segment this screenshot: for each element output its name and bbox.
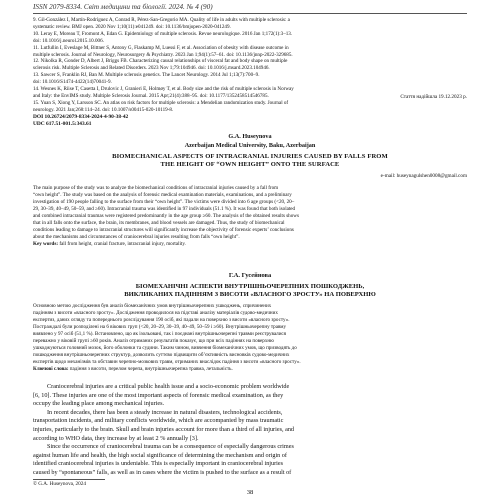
abstract-line: переважно у віковій групі ≥60 років. Аналіз отриманих результатів показує, що при всіх падіннях на поверхню: [33, 338, 274, 344]
article-body: [33, 383, 469, 478]
abstract-line: виявлено у 97 осіб (51,1 %). Встановлено, що як ізольовані, так і поєднані внутрішньочерепні травми реєструвалися: [33, 331, 287, 337]
abstract-en: [33, 185, 469, 248]
page-number: 38: [246, 489, 254, 496]
keywords-label: Ключові слова:: [33, 366, 69, 372]
abstract-line: investigation of 190 people falling to the surface from their “own height”. The victims were divided into 6 age groups (<20, 20–: [33, 199, 295, 205]
abstract-line: ушкоджуються головний мозок, його оболонки та судини. Таким чином, вивчення біомеханічних умов, що призводять до: [33, 345, 297, 351]
keywords-label: Key words:: [33, 241, 59, 247]
body-line: [6, 10]. These injuries are one of the most important aspects of forensic medical examination, as they: [33, 391, 284, 399]
abstract-line: Постраждалі були розподілені на 6 вікових груп (<20, 20–29, 30–39, 40–49, 50–59 і ≥60). Внутрішньочерепну травму: [33, 324, 287, 330]
abstract-line: The main purpose of the study was to analyze the biomechanical conditions of intracranial injuries caused by a fall from: [33, 185, 279, 191]
body-line: against human life and health, the high social significance of determining the mechanism and origin of: [33, 451, 287, 459]
author-affiliation-en: Azerbaijan Medical University, Baku, Azerbaijan: [184, 142, 316, 149]
abstract-line: експертів щодо механізмів та обставин черепно-мозкових травм, отриманих внаслідок падіння з висоти «власного зросту».: [33, 359, 301, 365]
title-line: BIOMECHANICAL ASPECTS OF INTRACRANIAL INJURIES CAUSED BY FALLS FROM: [112, 153, 388, 160]
body-line: transportation incidents, and military conflicts worldwide, which are accompanied by mass traumatic: [33, 417, 284, 425]
body-line: caused by “spontaneous” falls, as well as in cases where the victim is pushed to the surface as a result of: [33, 468, 292, 476]
article-title-ua: [55, 283, 445, 300]
reference-line: 11. Lutfullin I, Eveslage M, Bittner S, Antony G, Flaskamp M, Luessi F, et al. Association of obesity with disease outcome in: [33, 44, 289, 51]
running-header: ISSN 2079-8334. Світ медицини та біології. 2024. № 4 (90): [33, 3, 213, 11]
article-title-en: [55, 153, 445, 170]
title-line: БІОМЕХАНІЧНІ АСПЕКТИ ВНУТРІШНЬОЧЕРЕПНИХ ПОШКОДЖЕНЬ,: [135, 283, 365, 290]
body-line: Craniocerebral injuries are a critical public health issue and a socio-economic problem worldwide: [47, 383, 290, 390]
reference-line: sclerosis risk. Multiple Sclerosis and Related Disorders. 2023 Nov 1;79:104946. doi: 10.1016/j.msard.2023.104946.: [33, 65, 270, 72]
title-line: ВИКЛИКАНИХ ПАДІННЯМ З ВИСОТИ «ВЛАСНОГО ЗРОСТУ» НА ПОВЕРХНЮ: [124, 291, 376, 299]
reference-line: doi: 10.1016/j.neurol.2015.10.006.: [33, 37, 104, 44]
header-rule: [33, 13, 467, 14]
abstract-line: that in all falls onto the surface, the brain, its membranes, and blood vessels are damaged. Thus, the study of biomechanical: [33, 220, 285, 226]
body-line: In recent decades, there has been a steady increase in natural disasters, technological accidents,: [47, 408, 283, 416]
title-line: THE HEIGHT OF “OWN HEIGHT” ONTO THE SURFACE: [160, 161, 340, 169]
keywords-ua: [33, 366, 469, 373]
abstract-line: пошкодження внутрішньочерепних структур, дозволить суттєво підвищити об’єктивність висновків судово-медичних: [33, 352, 290, 358]
footnote-rule: [33, 479, 105, 480]
keywords-en: [33, 241, 469, 248]
body-line: according to WHO data, they increase by at least 2 % annually [3].: [33, 434, 199, 442]
keywords-text: fall from height, cranial fracture, intracranial injury, mortality.: [58, 241, 186, 247]
reference-line: 15. Yuan S, Xiong Y, Larsson SC. An atlas on risk factors for multiple sclerosis: a Mendelian randomization study. Journal of: [33, 99, 289, 106]
author-name-en: G.A. Huseynova: [228, 133, 272, 140]
abstract-line: 29, 30–39, 40–49, 50–59, and ≥60). Intracranial trauma was identified in 97 individuals (51.1 %). It was found that both isolated: [33, 206, 296, 212]
abstract-line: Основною метою дослідження був аналіз біомеханічних умов внутрішньочерепних ушкоджень, спричинених: [33, 303, 272, 309]
keywords-text: падіння з висоти, перелом черепа, внутрішньочерепна травма, летальність.: [68, 366, 233, 372]
author-name-ua: Г.А. Гусейнова: [228, 272, 272, 279]
reference-line: 9. Gil-González I, Martín-Rodríguez A, Conrad R, Pérez-San-Gregorio MÁ. Quality of life in adults with multiple sclerosis: a: [33, 17, 290, 23]
reference-line: neurology. 2021 Jan;268:114–24. doi: 10.1007/s00415-020-10119-8.: [33, 106, 174, 113]
doi-link[interactable]: DOI 10.26724/2079-8334-2024-4-90-38-42: [33, 114, 129, 120]
reference-line: 14. Wesnes K, Riise T, Casetta I, Drulovic J, Granieri E, Holmøy T, et al. Body size and the risk of multiple sclerosis in Norway: [33, 86, 294, 93]
body-line: identified craniocerebral injuries is undeniable. This is especially important in craniocerebral injuries: [33, 460, 284, 468]
reference-line: and Italy: the EnvIMS study. Multiple Sclerosis Journal. 2015 Apr;21(4):388–95. doi: 10.1177/1352458514546785.: [33, 92, 269, 99]
copyright-notice: © G.A. Huseynova, 2024: [33, 481, 86, 487]
author-email[interactable]: e-mail: huseynagulshen0008@gmail.com: [380, 173, 467, 179]
abstract-line: експертиз, даних огляду та попереднього розслідування 190 осіб, які падали на поверхню з висоти «власного зросту».: [33, 317, 290, 323]
abstract-ua: [33, 303, 469, 373]
abstract-line: падінням з висоти «власного зросту». Дослідження проводилося на підставі аналізу матеріалів судово-медичних: [33, 310, 278, 316]
body-line: occupy the leading place among mechanical injuries.: [33, 400, 165, 408]
abstract-line: and combined intracranial traumas were registered predominantly in the age group ≥60. The analysis of the obtained results shows: [33, 213, 299, 219]
article-metadata: [33, 114, 128, 129]
abstract-line: conditions leading to damage to intracranial structures will significantly increase the objectivity of forensic experts’ conclusions: [33, 227, 294, 233]
reference-line: doi: 10.1016/S1474-4422(14)70041-9.: [33, 79, 112, 86]
reference-line: 10. Leray E, Moreau T, Fromont A, Edan G. Epidemiology of multiple sclerosis. Revue neurologique. 2016 Jan 1;172(1):3–13.: [33, 30, 293, 37]
abstract-line: “own height”. The study was based on the analysis of forensic medical examination materials, examinations, and a preliminary: [33, 192, 292, 198]
reference-line: 13. Sawcer S, Franklin RJ, Ban M. Multiple sclerosis genetics. The Lancet Neurology. 2014 Jul 1;13(7):700–9.: [33, 72, 260, 79]
abstract-line: about the mechanisms and circumstances of craniocerebral injuries resulting from falls “own height”.: [33, 234, 240, 240]
body-line: Since the occurrence of craniocerebral trauma can be a consequence of especially dangerous crimes: [47, 443, 294, 451]
udc-code: UDC 617.51-001.5:343.61: [33, 121, 92, 128]
reference-line: multiple sclerosis. Journal of Neurology, Neurosurgery & Psychiatry. 2023 Jan 1;94(1):57–61. doi: 10.1136/jnnp-2022-329685.: [33, 51, 293, 58]
body-line: injuries, particularly to the brain. Skull and brain injuries account for more than a third of all injuries, and: [33, 425, 295, 433]
reference-line: systematic review. BMJ open. 2020 Nov 1;10(11):e041249. doi: 10.1136/bmjopen-2020-041249.: [33, 23, 231, 30]
reference-line: 12. Nikolka R, Gonder D, Albert J, Briggs FB. Characterizing causal relationships of visceral fat and body shape on multiple: [33, 58, 288, 65]
received-date: Стаття надійшла 19.12.2023 р.: [400, 94, 467, 100]
